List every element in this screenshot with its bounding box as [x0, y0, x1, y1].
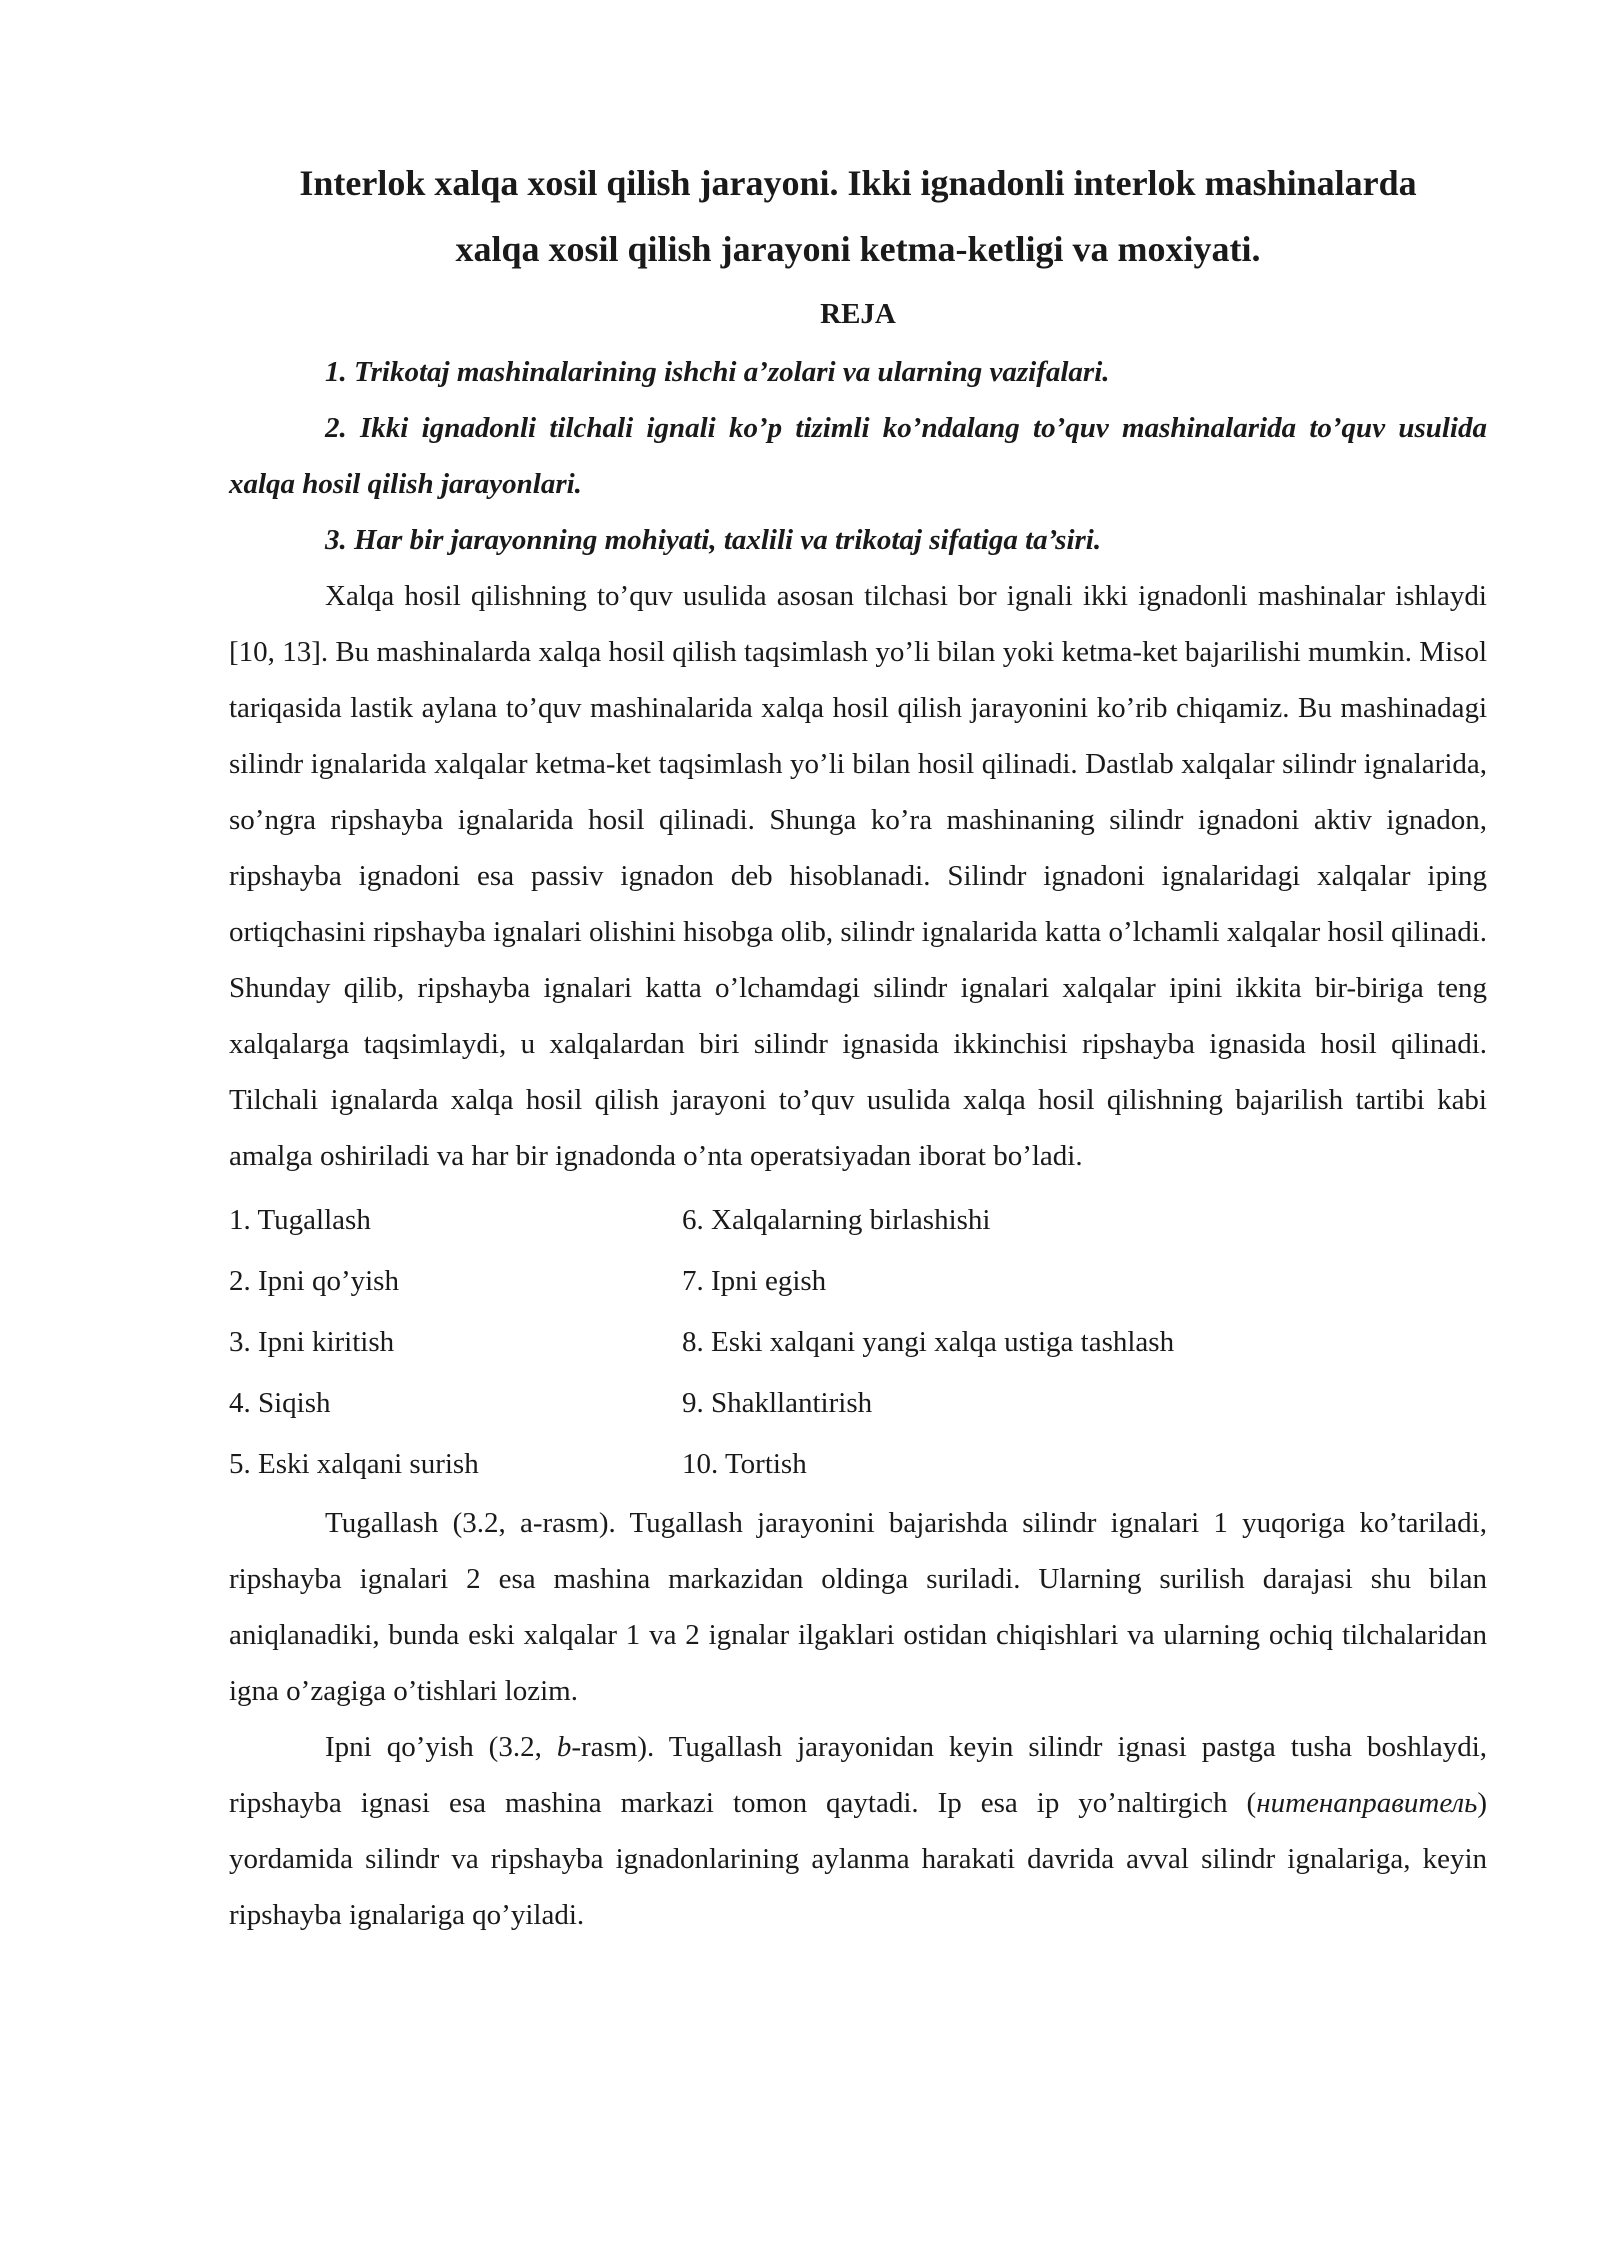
operations-right-column [682, 1190, 1487, 1495]
ipni-qoyish-text-3: ) yordamida silindr va ripshayba ignadonlarining aylanma harakati davrida avval silindr ignalariga, keyin ripshayba ignalariga qo’yiladi. [229, 1787, 1487, 1931]
plan-item-1: 1. Trikotaj mashinalarining ishchi a’zolari va ularning vazifalari. [325, 356, 1110, 388]
plan-item-3: 3. Har bir jarayonning mohiyati, taxlili va trikotaj sifatiga ta’siri. [325, 524, 1102, 556]
operation-item: 7. Ipni egish [682, 1265, 827, 1297]
operation-item: 5. Eski xalqani surish [229, 1448, 479, 1480]
document-title [229, 150, 1487, 282]
ipni-qoyish-text-1: Ipni qo’yish (3.2, [325, 1731, 557, 1763]
document-page [229, 150, 1487, 1943]
plan-item-2: 2. Ikki ignadonli tilchali ignali ko’p tizimli ko’ndalang to’quv mashinalarida to’quv usulida xalqa hosil qilish jarayonlari. [229, 412, 1487, 500]
operation-item: 6. Xalqalarning birlashishi [682, 1204, 991, 1236]
ipni-qoyish-text-2: -rasm). Tugallash jarayonidan keyin silindr ignasi pastga tusha boshlaydi, ripshayba ignasi esa mashina markazi tomon qaytadi. Ip esa ip yo’naltirgich ( [229, 1731, 1488, 1819]
plan-list [229, 344, 1487, 568]
russian-term: нитенаправитель [1256, 1787, 1478, 1819]
operation-item: 10. Tortish [682, 1448, 807, 1480]
operation-item: 9. Shakllantirish [682, 1387, 873, 1419]
ipni-qoyish-paragraph [229, 1719, 1487, 1943]
operation-item: 2. Ipni qo’yish [229, 1265, 399, 1297]
operation-item: 3. Ipni kiritish [229, 1326, 395, 1358]
intro-paragraph: Xalqa hosil qilishning to’quv usulida asosan tilchasi bor ignali ikki ignadonli mashinalar ishlaydi [10, 13]. Bu mashinalarda xalqa hosil qilish taqsimlash yo’li bilan yoki ketma-ket bajarilishi mumkin. Misol tariqasida lastik aylana to’quv mashinalarida xalqa hosil qilish jarayonini ko’rib chiqamiz. Bu mashinadagi silindr ignalarida xalqalar ketma-ket taqsimlash yo’li bilan hosil qilinadi. Dastlab xalqalar silindr ignalarida, so’ngra ripshayba ignalarida hosil qilinadi. Shunga ko’ra mashinaning silindr ignadoni aktiv ignadon, ripshayba ignadoni esa passiv ignadon deb hisoblanadi. Silindr ignadoni ignalaridagi xalqalar iping ortiqchasini ripshayba ignalari olishini hisobga olib, silindr ignalarida katta o’lchamli xalqalar hosil qilinadi. Shunday qilib, ripshayba ignalari katta o’lchamdagi silindr ignalari xalqalar ipini ikkita bir-biriga teng xalqalarga taqsimlaydi, u xalqalardan biri silindr ignasida ikkinchisi ripshayba ignasida hosil qilinadi. Tilchali ignalarda xalqa hosil qilish jarayoni to’quv usulida xalqa hosil qilishning bajarilish tartibi kabi amalga oshiriladi va har bir ignadonda o’nta operatsiyadan iborat bo’ladi. [229, 580, 1488, 1172]
plan-heading: REJA [820, 298, 896, 330]
title-line-1: Interlok xalqa xosil qilish jarayoni. Ikki ignadonli interlok mashinalarda [299, 163, 1417, 203]
figure-letter-b: b [556, 1731, 572, 1763]
operations-left-column [229, 1190, 682, 1495]
title-line-2: xalqa xosil qilish jarayoni ketma-ketligi va moxiyati. [455, 229, 1261, 269]
operations-list [229, 1190, 1487, 1495]
operation-item: 8. Eski xalqani yangi xalqa ustiga tashlash [682, 1326, 1175, 1358]
tugallash-paragraph: Tugallash (3.2, a-rasm). Tugallash jarayonini bajarishda silindr ignalari 1 yuqoriga ko’tariladi, ripshayba ignalari 2 esa mashina markazidan oldinga suriladi. Ularning surilish darajasi shu bilan aniqlanadiki, bunda eski xalqalar 1 va 2 ignalar ilgaklari ostidan chiqishlari va ularning ochiq tilchalaridan igna o’zagiga o’tishlari lozim. [229, 1507, 1487, 1707]
operation-item: 1. Tugallash [229, 1204, 371, 1236]
operation-item: 4. Siqish [229, 1387, 331, 1419]
